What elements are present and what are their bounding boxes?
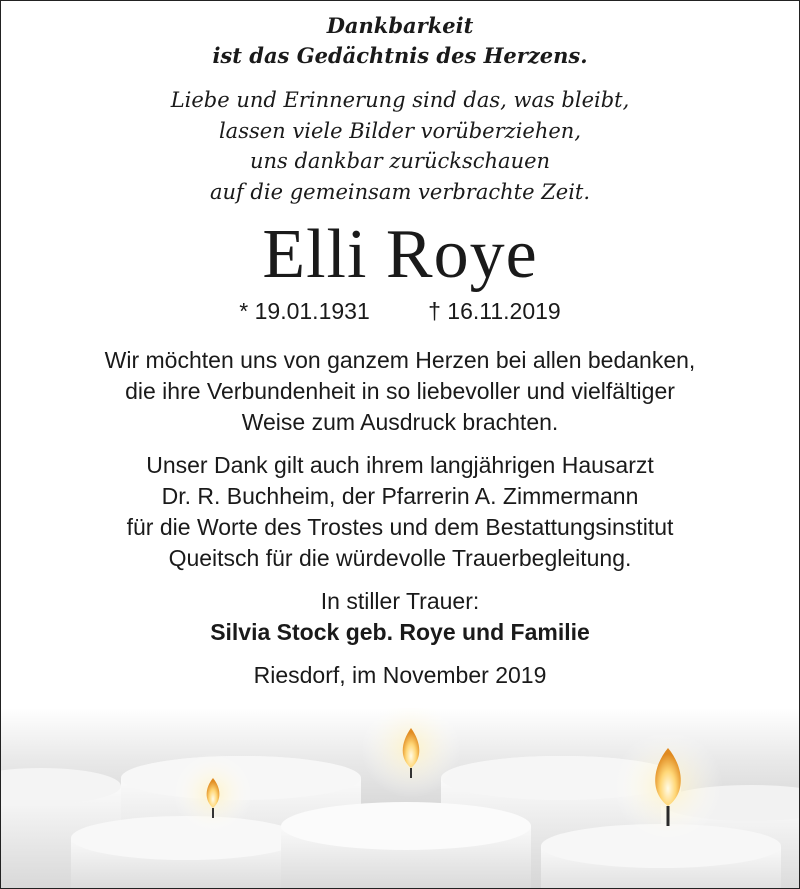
- motto: [1, 11, 799, 71]
- text-line: Unser Dank gilt auch ihrem langjährigen Hausarzt: [146, 452, 654, 478]
- verse-line: auf die gemeinsam verbrachte Zeit.: [209, 179, 591, 204]
- text-line: Dr. R. Buchheim, der Pfarrerin A. Zimmermann: [161, 483, 639, 509]
- thanks-more-paragraph: [1, 450, 799, 574]
- death-date: † 16.11.2019: [428, 298, 561, 324]
- verse-line: uns dankbar zurückschauen: [249, 149, 551, 173]
- verse: [1, 85, 799, 207]
- text-line: die ihre Verbundenheit in so liebevoller und vielfältiger: [125, 378, 675, 404]
- birth-date: * 19.01.1931: [239, 298, 370, 324]
- notice-text: [1, 11, 799, 691]
- place-date: Riesdorf, im November 2019: [253, 662, 547, 688]
- motto-line: Dankbarkeit: [326, 13, 474, 38]
- life-dates: [1, 295, 799, 327]
- motto-line: ist das Gedächtnis des Herzens.: [212, 43, 588, 68]
- verse-line: Liebe und Erinnerung sind das, was bleibt,: [170, 88, 630, 112]
- mourning-family: Silvia Stock geb. Roye und Familie: [210, 619, 590, 645]
- mourning-block: [1, 586, 799, 648]
- deceased-name: Elli Roye: [262, 216, 538, 293]
- text-line: Weise zum Ausdruck brachten.: [241, 409, 559, 435]
- text-line: Queitsch für die würdevolle Trauerbegleitung.: [168, 545, 632, 571]
- verse-line: lassen viele Bilder vorüberziehen,: [218, 118, 582, 143]
- mourning-intro: In stiller Trauer:: [320, 588, 480, 614]
- candles-image: [1, 708, 799, 888]
- text-line: für die Worte des Trostes und dem Bestattungsinstitut: [126, 514, 674, 540]
- thanks-paragraph: [1, 345, 799, 438]
- text-line: Wir möchten uns von ganzem Herzen bei allen bedanken,: [104, 347, 696, 373]
